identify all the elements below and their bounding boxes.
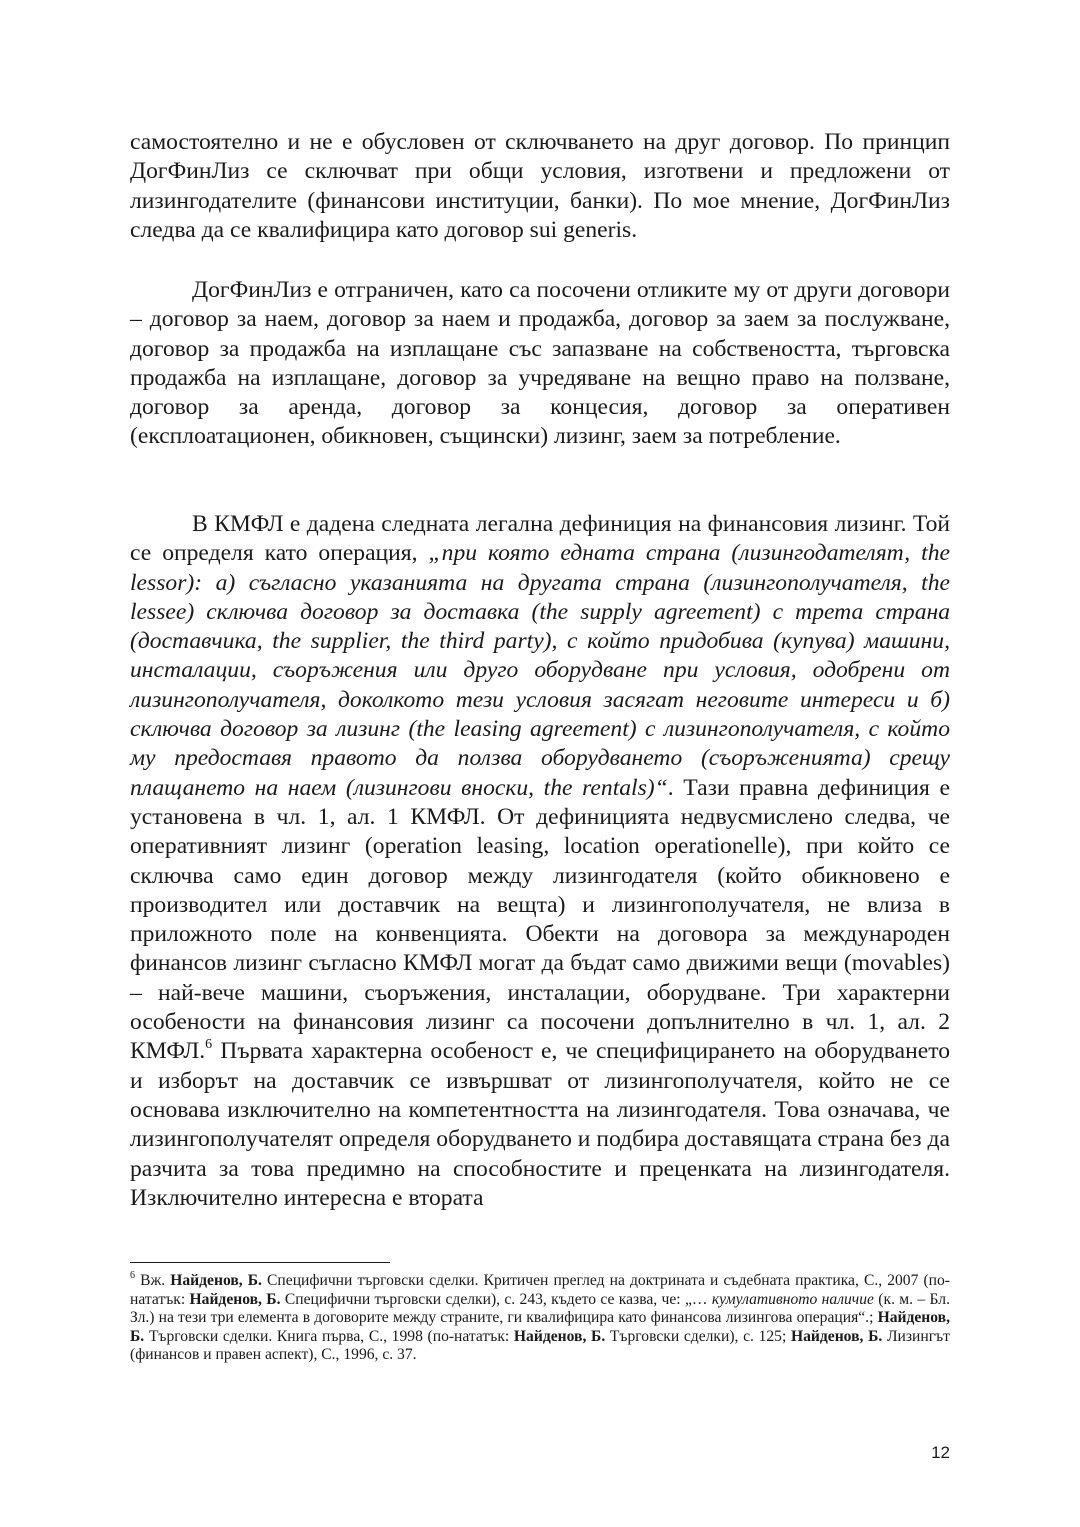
footnote-author: Найденов, Б. (189, 1290, 281, 1308)
paragraph-3-end: Първата характерна особеност е, че специфицирането на оборудването и изборът на доставчик се извършват от лизингополучателя, който не се основава изключително на компетентността на лизингодателя. Това означава, че лизингополучателят определя оборудването и подбира доставящата страна без да разчита за това предимно на способностите и преценката на лизингодателя. Изключително интересна е втората (130, 1038, 950, 1211)
paragraph-1-text: самостоятелно и не е обусловен от сключването на друг договор. По принцип ДогФинЛиз се сключват при общи условия, изготвени и предложени от лизингодателите (финансови институции, банки). По мое мнение, ДогФинЛиз следва да се квалифицира като договор sui generis. (130, 129, 950, 243)
paragraph-3-middle: . Тази правна дефиниция е установена в чл. 1, ал. 1 КМФЛ. От дефиницията недвусмислено следва, че оперативният лизинг (operation leasing, location operationelle), при който се сключва само един договор между лизингодателя (който обикновено е производител или доставчик на вещта) и лизингополучателя, не влиза в приложното поле на конвенцията. Обекти на договора за международен финансов лизинг съгласно КМФЛ могат да бъдат само движими вещи (movables) – най-вече машини, съоръжения, инсталации, оборудване. Три характерни особености на финансовия лизинг са посочени допълнително в чл. 1, ал. 2 КМФЛ. (130, 774, 950, 1065)
footnote-author: Найденов, Б. (170, 1272, 262, 1289)
convention-definition-quote: „при която едната страна (лизингодателят, the lessor): а) съгласно указанията на другата страна (лизингополучателя, the lessee) сключва договор за доставка (the supply agreement) с трета страна (доставчика, the supplier, the third party), с който придобива (купува) машини, инсталации, съоръжения или друго оборудване при условия, одобрени от лизингополучателя, доколкото тези условия засягат неговите интереси и б) сключва договор за лизинг (the leasing agreement) с лизингополучателя, с който му предоставя правото да ползва оборудването (съоръженията) срещу плащането на наем (лизингови вноски, the rentals)“ (130, 540, 950, 801)
footnote-separator (130, 1262, 390, 1263)
paragraph-2 (130, 276, 950, 452)
page-number: 12 (931, 1443, 950, 1462)
paragraph-3-intro: В КМФЛ е дадена следната легална дефиниция на финансовия лизинг. Той се определя като операция, (130, 511, 950, 567)
footnote-text: Лизингът (финансов и правен аспект), С., 1996, с. 37. (130, 1327, 950, 1364)
footnote-6 (130, 1269, 951, 1365)
footnote-italic: кумулативното наличие (711, 1290, 874, 1308)
footnote-text: Вж. (135, 1272, 171, 1289)
footnote-text: (к. м. – Бл. Зл.) на тези три елемента в договорите между страните, ги квалифицира като финансова лизингова операция“.; (130, 1290, 950, 1327)
footnote-text: Специфични търговски сделки), с. 243, където се казва, че: „… (280, 1290, 712, 1308)
footnote-text: Специфични търговски сделки. Критичен преглед на доктрината и съдебната практика, С., 2007 (по-нататък: (130, 1272, 951, 1308)
footnote-author: Найденов, Б. (790, 1327, 883, 1345)
paragraph-3-text (130, 510, 950, 1213)
footnote-text: Търговски сделки. Книга първа, С., 1998 (по-нататък: (144, 1327, 514, 1345)
footnote-author: Найденов, Б. (513, 1327, 606, 1345)
footnote-number: 6 (130, 1269, 135, 1281)
footnote-author: Найденов, Б. (130, 1309, 950, 1345)
paragraph-3 (130, 510, 950, 1213)
paragraph-1 (130, 128, 950, 245)
paragraph-2-text: ДогФинЛиз е отграничен, като са посочени отликите му от други договори – договор за наем, договор за наем и продажба, договор за заем за послужване, договор за продажба на изплащане със запазване на собствеността, търговска продажба на изплащане, договор за учредяване на вещно право на ползване, договор за аренда, договор за концесия, договор за оперативен (експлоатационен, обикновен, същински) лизинг, заем за потребление. (130, 277, 950, 450)
footnote-text: Търговски сделки), с. 125; (605, 1327, 791, 1345)
footnote-reference[interactable]: 6 (205, 1037, 213, 1053)
